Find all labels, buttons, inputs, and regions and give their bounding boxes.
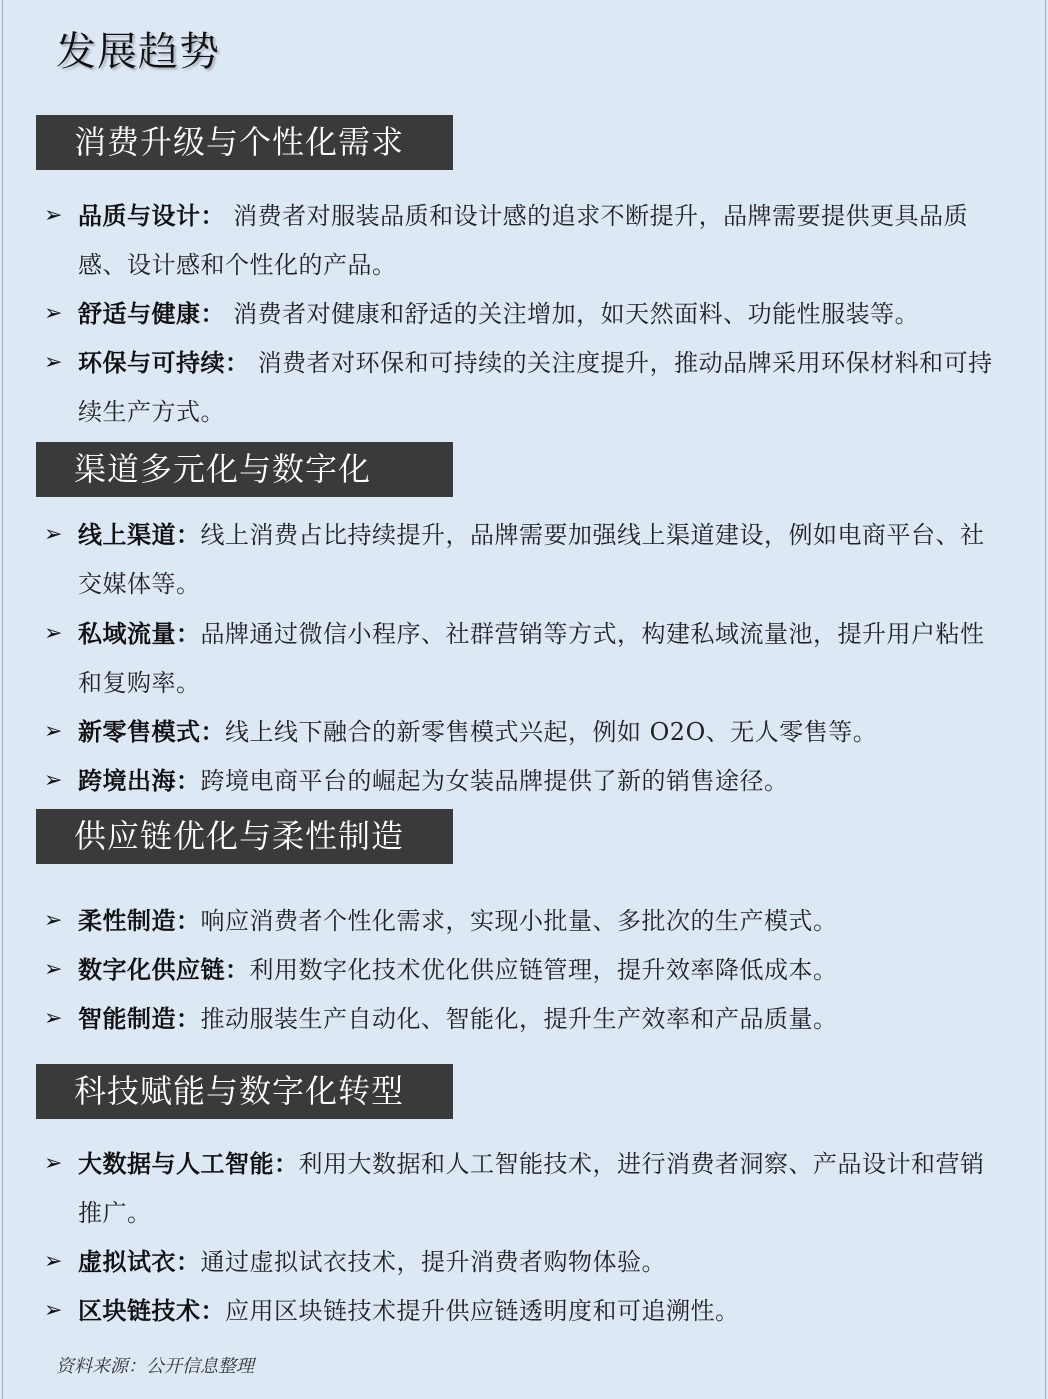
list-item-label: 环保与可持续： [78,348,250,377]
section-header-technology: 科技赋能与数字化转型 [36,1064,453,1119]
list-item-text: 通过虚拟试衣技术，提升消费者购物体验。 [200,1248,666,1276]
section-header-supply-chain: 供应链优化与柔性制造 [36,809,453,864]
list-item-label: 数字化供应链： [78,955,250,984]
list-item [44,289,1004,339]
list-item-text: 品牌通过微信小程序、社群营销等方式，构建私域流量池，提升用户粘性和复购率。 [78,620,985,697]
arrow-bullet-icon: ➢ [44,719,63,744]
list-item [44,1286,1004,1336]
list-item-label: 区块链技术： [78,1296,225,1325]
arrow-bullet-icon: ➢ [44,1006,63,1031]
list-item [44,609,1004,708]
arrow-bullet-icon: ➢ [44,350,63,375]
arrow-bullet-icon: ➢ [44,957,63,982]
list-item-text: 响应消费者个性化需求，实现小批量、多批次的生产模式。 [200,907,838,935]
list-item-content [78,994,1004,1044]
list-item-content [78,1286,1004,1336]
list-item-label: 跨境出海： [78,766,201,795]
list-item-text: 线上消费占比持续提升，品牌需要加强线上渠道建设，例如电商平台、社交媒体等。 [78,521,985,598]
arrow-bullet-icon: ➢ [44,908,63,933]
list-item-text: 利用数字化技术优化供应链管理，提升效率降低成本。 [249,956,838,984]
list-item [44,510,1004,609]
list-item [44,191,1004,290]
list-item-text: 消费者对服装品质和设计感的追求不断提升，品牌需要提供更具品质感、设计感和个性化的产品。 [78,202,969,279]
arrow-bullet-icon: ➢ [44,768,63,793]
list-item-text: 线上线下融合的新零售模式兴起，例如 O2O、无人零售等。 [225,718,878,746]
list-item-label: 大数据与人工智能： [78,1149,299,1178]
list-item-content [78,289,1004,339]
list-item-label: 线上渠道： [78,520,201,549]
list-item-text: 消费者对健康和舒适的关注增加，如天然面料、功能性服装等。 [225,300,920,328]
arrow-bullet-icon: ➢ [44,522,63,547]
list-item-content [78,756,1004,806]
list-item-content [78,1139,1004,1238]
list-item [44,994,1004,1044]
arrow-bullet-icon: ➢ [44,1249,63,1274]
arrow-bullet-icon: ➢ [44,203,63,228]
list-item-label: 私域流量： [78,619,201,648]
list-item [44,1139,1004,1238]
list-item-text: 利用大数据和人工智能技术，进行消费者洞察、产品设计和营销推广。 [78,1150,985,1227]
list-item-label: 舒适与健康： [78,299,225,328]
page-title: 发展趋势 [56,29,220,75]
arrow-bullet-icon: ➢ [44,301,63,326]
list-item [44,945,1004,995]
arrow-bullet-icon: ➢ [44,1151,63,1176]
list-item-label: 柔性制造： [78,906,201,935]
section-header-consumption: 消费升级与个性化需求 [36,115,453,170]
list-item-label: 智能制造： [78,1004,201,1033]
list-item-content [78,945,1004,995]
section-header-channels: 渠道多元化与数字化 [36,442,453,497]
list-item [44,1237,1004,1287]
list-item-text: 推动服装生产自动化、智能化，提升生产效率和产品质量。 [200,1005,838,1033]
list-item-label: 虚拟试衣： [78,1247,201,1276]
list-item [44,896,1004,946]
list-item-content [78,707,1004,757]
list-item-text: 应用区块链技术提升供应链透明度和可追溯性。 [225,1297,740,1325]
arrow-bullet-icon: ➢ [44,1298,63,1323]
source-note: 资料来源：公开信息整理 [56,1356,254,1377]
list-item-content [78,609,1004,708]
list-item-label: 品质与设计： [78,201,225,230]
list-item-content [78,896,1004,946]
list-item-content [78,338,1004,437]
list-item [44,707,1004,757]
list-item-label: 新零售模式： [78,717,225,746]
list-item [44,338,1004,437]
list-item-text: 跨境电商平台的崛起为女装品牌提供了新的销售途径。 [200,767,789,795]
list-item [44,756,1004,806]
list-item-content [78,191,1004,290]
arrow-bullet-icon: ➢ [44,621,63,646]
list-item-content [78,510,1004,609]
list-item-text: 消费者对环保和可持续的关注度提升，推动品牌采用环保材料和可持续生产方式。 [78,349,993,426]
list-item-content [78,1237,1004,1287]
